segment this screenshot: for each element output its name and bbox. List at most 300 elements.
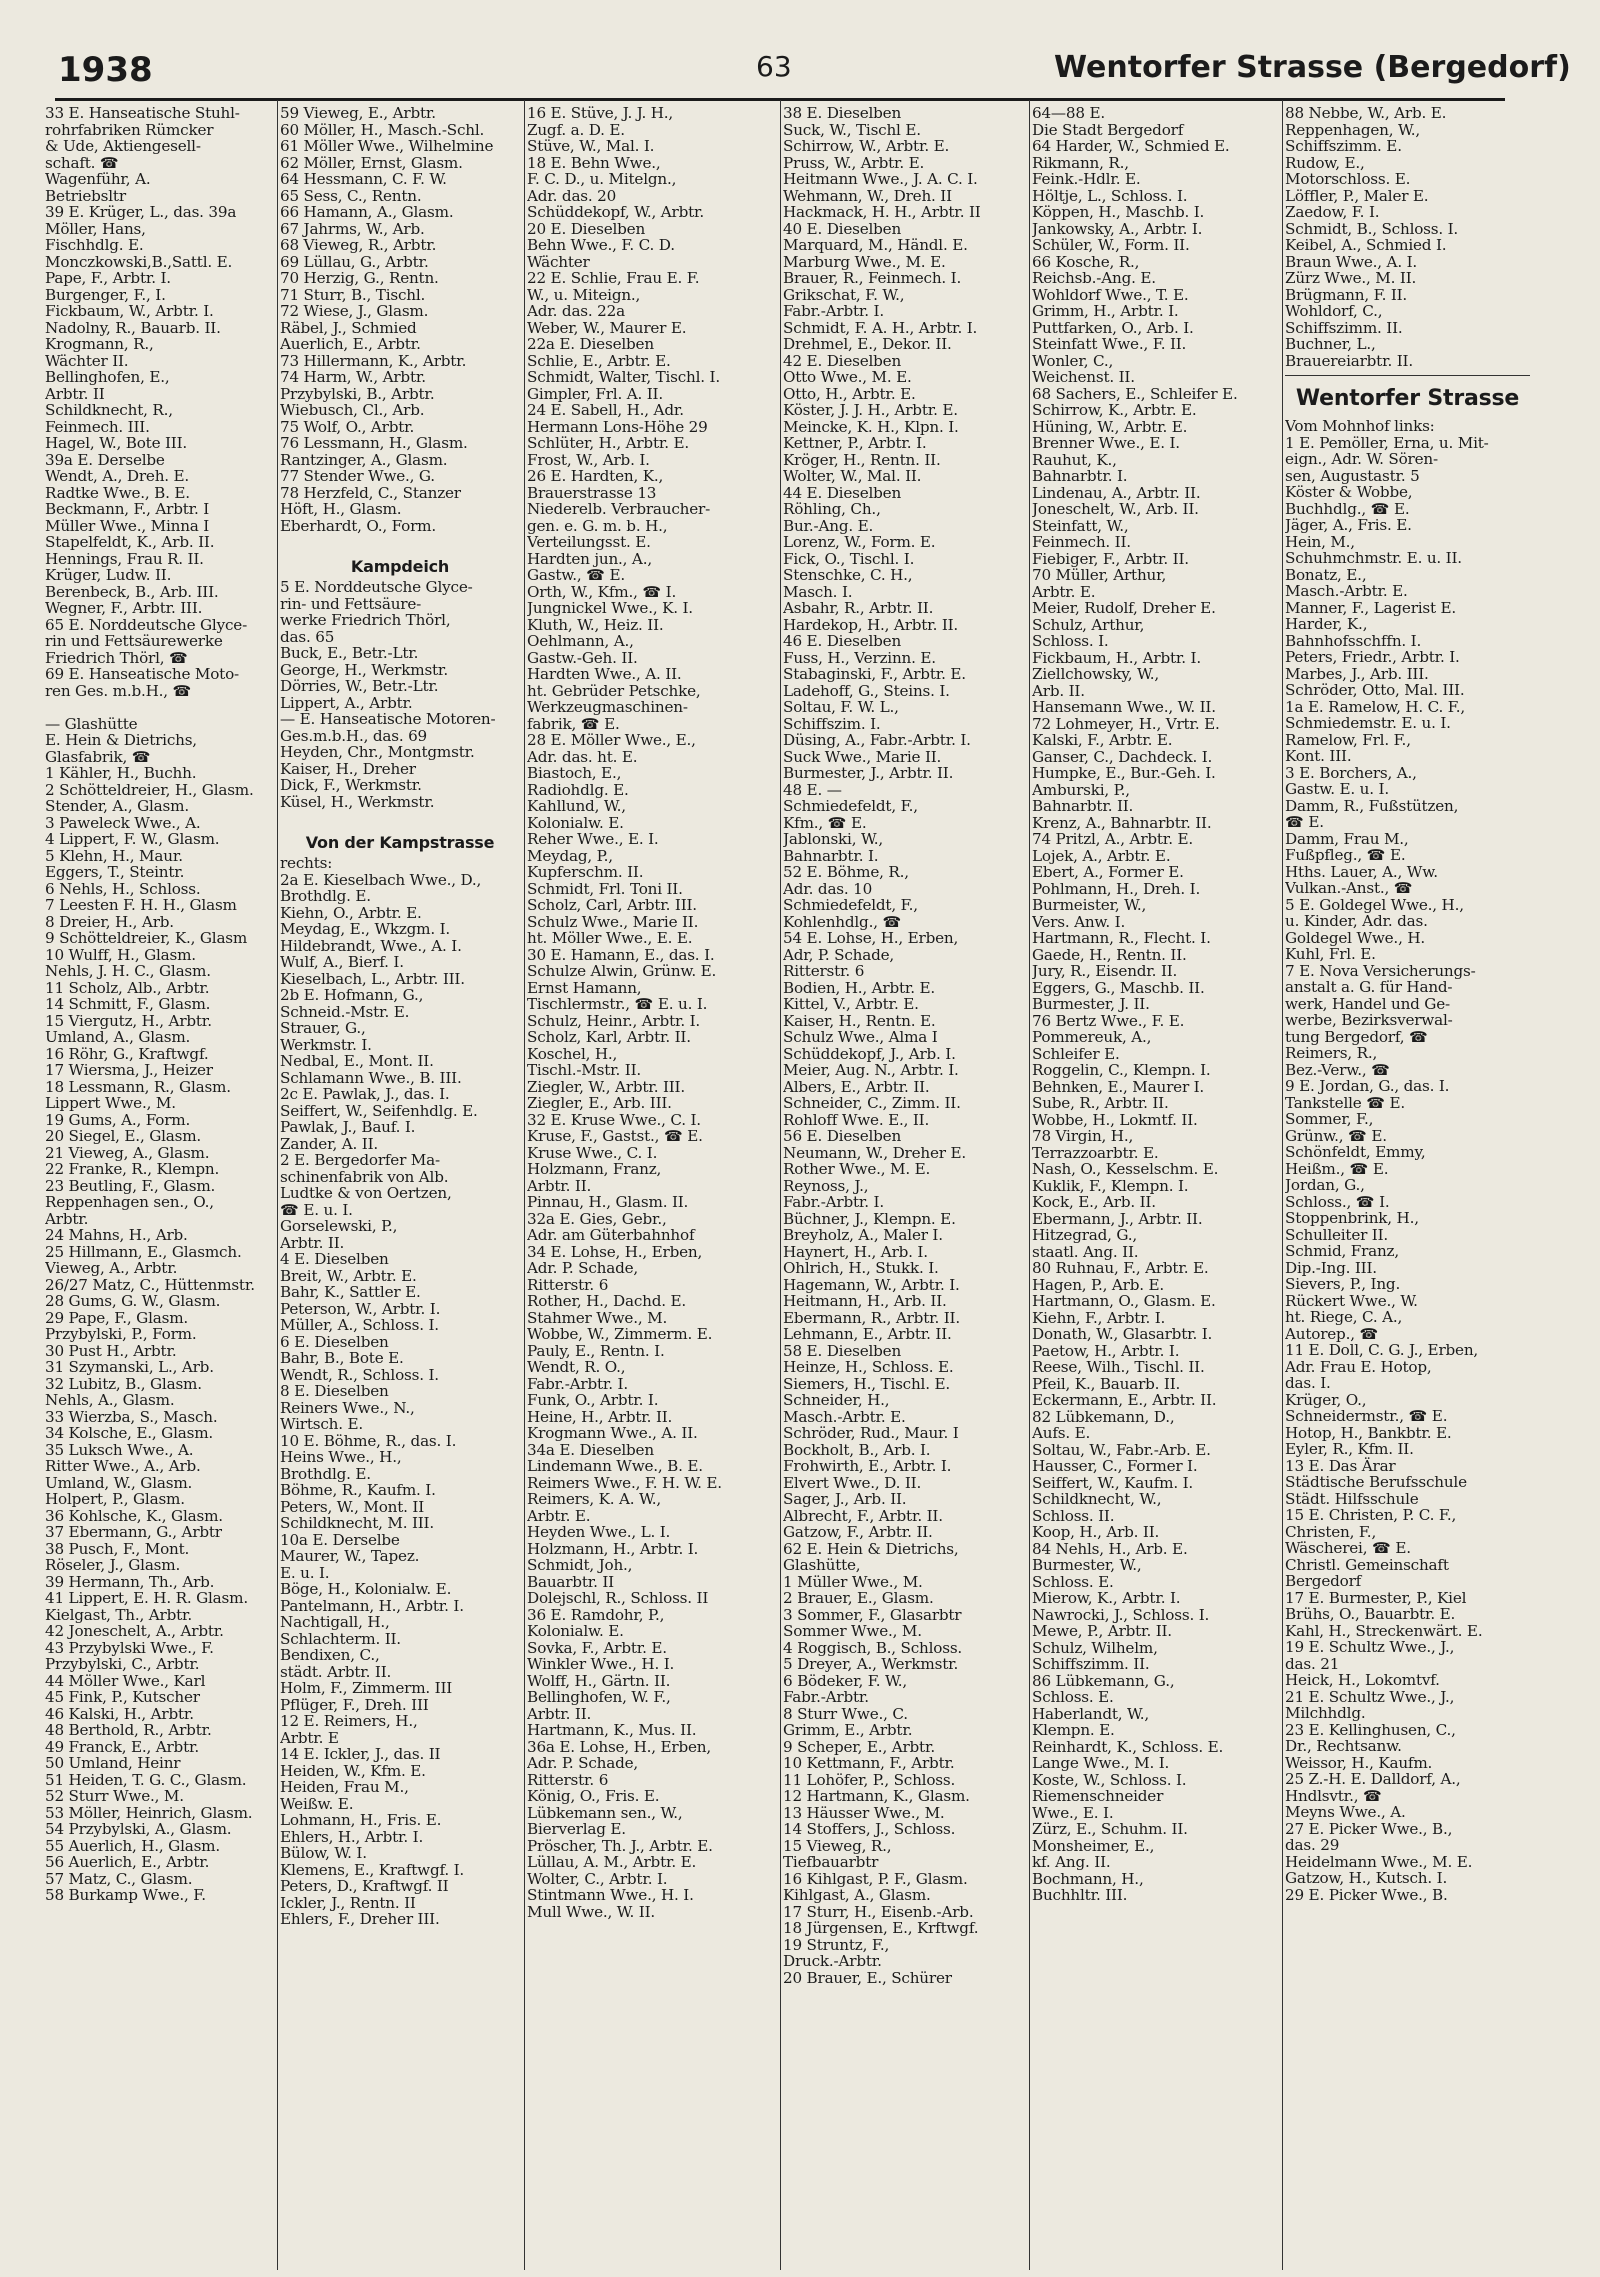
directory-entry-line: Christl. Gemeinschaft <box>1285 1555 1449 1574</box>
directory-entry-line: 24 E. Sabell, H., Adr. <box>527 401 684 419</box>
directory-entry-line: 6 E. Dieselben <box>280 1332 389 1351</box>
directory-entry-line: Gastw. E. u. I. <box>1285 780 1389 798</box>
column-divider <box>277 100 278 2270</box>
directory-entry-line: 67 Jahrms, W., Arb. <box>280 219 425 238</box>
directory-entry-line: Müller, A., Schloss. I. <box>280 1316 439 1334</box>
directory-entry-line: 14 E. Ickler, J., das. II <box>280 1745 441 1763</box>
directory-entry-line: Ehlers, F., Dreher III. <box>280 1910 440 1928</box>
directory-entry-line: 2a E. Kieselbach Wwe., D., <box>280 870 482 889</box>
directory-entry-line: Kfm., ☎ E. <box>783 813 867 832</box>
directory-entry-line: Schiffszimm. II. <box>1285 318 1403 337</box>
directory-column-1 <box>45 105 273 2270</box>
directory-entry-line: Ziegler, W., Arbtr. III. <box>527 1077 685 1096</box>
directory-entry-line: Mull Wwe., W. II. <box>527 1902 655 1921</box>
directory-entry-line: Wächter <box>527 252 590 271</box>
directory-entry-line: George, H., Werkmstr. <box>280 660 448 679</box>
directory-entry-line: Fick, O., Tischl. I. <box>783 549 915 568</box>
directory-entry-line: Vom Mohnhof links: <box>1285 417 1435 435</box>
directory-entry-line: Reppenhagen sen., O., <box>45 1193 214 1211</box>
directory-entry-line: Przybylski, C., Arbtr. <box>45 1655 200 1673</box>
directory-entry-line: 64 Hessmann, C. F. W. <box>280 170 447 188</box>
directory-entry-line: Schneid.-Mstr. E. <box>280 1002 410 1021</box>
directory-entry-line: 2c E. Pawlak, J., das. I. <box>280 1085 450 1103</box>
directory-entry-line: Radtke Wwe., B. E. <box>45 483 190 502</box>
directory-entry-line: Pröscher, Th. J., Arbtr. E. <box>527 1836 713 1855</box>
directory-entry-line: Feinmech. II. <box>1032 533 1131 551</box>
directory-entry-line: Burmester, W., <box>1032 1556 1142 1574</box>
directory-entry-line: Hansemann Wwe., W. II. <box>1032 698 1216 716</box>
directory-entry-line: Ebermann, J., Arbtr. II. <box>1032 1209 1203 1228</box>
directory-entry-line: Fuss, H., Verzinn. E. <box>783 648 936 667</box>
directory-entry-line: — Glashütte <box>45 714 138 733</box>
directory-entry-line: Bahnarbtr. I. <box>1032 467 1128 485</box>
directory-entry-line: Arbtr. E. <box>527 1506 591 1525</box>
directory-entry-line: Gastw.-Geh. II. <box>527 648 638 667</box>
directory-entry-line: Meydag, E., Wkzgm. I. <box>280 920 451 938</box>
directory-entry-line: Bahnarbtr. II. <box>1032 797 1134 815</box>
directory-entry-line: 59 Vieweg, E., Arbtr. <box>280 105 436 122</box>
directory-entry-line: Grimm, E., Arbtr. <box>783 1721 913 1739</box>
directory-entry-line: Peters, Friedr., Arbtr. I. <box>1285 648 1460 666</box>
directory-entry-line: Hennings, Frau R. II. <box>45 549 204 568</box>
directory-entry-line: Wäscherei, ☎ E. <box>1285 1539 1411 1557</box>
directory-entry-line: 78 Herzfeld, C., Stanzer <box>280 483 461 502</box>
directory-entry-line: 20 Siegel, E., Glasm. <box>45 1127 202 1145</box>
directory-entry-line: Gorselewski, P., <box>280 1217 398 1235</box>
directory-entry-line: 56 E. Dieselben <box>783 1127 902 1145</box>
directory-entry-line: Heitmann Wwe., J. A. C. I. <box>783 170 978 188</box>
directory-entry-line: Arbtr. II. <box>527 1176 592 1195</box>
directory-entry-line: 75 Wolf, O., Arbtr. <box>280 417 415 436</box>
column-divider <box>524 100 525 2270</box>
directory-entry-line: Düsing, A., Fabr.-Arbtr. I. <box>783 731 971 749</box>
directory-entry-line: Brenner Wwe., E. I. <box>1032 434 1180 452</box>
directory-entry-line: Schloss. E. <box>1032 1688 1114 1706</box>
directory-entry-line: Kolonialw. E. <box>527 813 624 832</box>
directory-entry-line: Glasfabrik, ☎ <box>45 747 151 766</box>
directory-entry-line: ht. Möller Wwe., E. E. <box>527 929 693 947</box>
directory-entry-line: Bahr, B., Bote E. <box>280 1349 404 1367</box>
directory-entry-line: Przybylski, P., Form. <box>45 1325 197 1343</box>
directory-entry-line: Soltau, W., Fabr.-Arb. E. <box>1032 1440 1211 1459</box>
directory-entry-line: 19 E. Schultz Wwe., J., <box>1285 1638 1455 1656</box>
directory-entry-line: Kahl, H., Streckenwärt. E. <box>1285 1621 1483 1640</box>
directory-entry-line: Heiden, W., Kfm. E. <box>280 1761 426 1780</box>
directory-entry-line: Hagel, W., Bote III. <box>45 434 188 452</box>
directory-entry-line: 26 E. Hardten, K., <box>527 467 664 485</box>
column-divider <box>1282 100 1283 2270</box>
directory-entry-line: Kalski, F., Arbtr. E. <box>1032 731 1173 749</box>
directory-entry-line: 9 Schötteldreier, K., Glasm <box>45 929 248 947</box>
directory-entry-line: Fabr.-Arbtr. I. <box>783 302 884 320</box>
directory-entry-line: Sube, R., Arbtr. II. <box>1032 1094 1169 1112</box>
directory-entry-line: Stüve, W., Mal. I. <box>527 137 655 155</box>
directory-entry-line: Tischlermstr., ☎ E. u. I. <box>527 995 708 1013</box>
directory-entry-line: Schröder, Otto, Mal. III. <box>1285 681 1465 699</box>
directory-entry-line: Schmidt, Frl. Toni II. <box>527 879 683 898</box>
directory-entry-line: Steinfatt Wwe., F. II. <box>1032 335 1187 353</box>
directory-entry-line: Köster & Wobbe, <box>1285 483 1413 501</box>
directory-entry-line: Stender, A., Glasm. <box>45 797 189 815</box>
directory-entry-line: Räbel, J., Schmied <box>280 318 417 337</box>
directory-entry-line: 20 Brauer, E., Schürer <box>783 1968 952 1987</box>
directory-entry-line: Reimers Wwe., F. H. W. E. <box>527 1473 722 1492</box>
directory-entry-line: Berenbeck, B., Arb. III. <box>45 582 219 601</box>
directory-entry-line: 64 Harder, W., Schmied E. <box>1032 137 1230 155</box>
directory-entry-line: Fickbaum, W., Arbtr. I. <box>45 302 214 320</box>
directory-entry-line: Haynert, H., Arb. I. <box>783 1242 928 1261</box>
directory-entry-line: Przybylski, B., Arbtr. <box>280 384 435 403</box>
directory-entry-line: 45 Fink, P., Kutscher <box>45 1688 200 1706</box>
directory-entry-line: 2 Brauer, E., Glasm. <box>783 1589 934 1607</box>
directory-entry-line: Ges.m.b.H., das. 69 <box>280 726 427 745</box>
directory-entry-line: Schloss. E. <box>1032 1572 1114 1591</box>
directory-entry-line: Reimers, K. A. W., <box>527 1490 662 1508</box>
directory-entry-line: Paetow, H., Arbtr. I. <box>1032 1341 1180 1360</box>
directory-entry-line: Wohldorf, C., <box>1285 302 1383 320</box>
directory-entry-line: 18 E. Behn Wwe., <box>527 153 661 172</box>
directory-entry-line: Milchhdlg. <box>1285 1704 1366 1722</box>
directory-entry-line: 49 Franck, E., Arbtr. <box>45 1737 199 1756</box>
directory-entry-line: 1a E. Ramelow, H. C. F., <box>1285 697 1466 716</box>
directory-entry-line: Arbtr. <box>45 1209 89 1228</box>
directory-entry-line: Masch.-Arbtr. E. <box>783 1407 906 1426</box>
directory-entry-line: Tischl.-Mstr. II. <box>527 1061 642 1079</box>
directory-entry-line: Betriebsltr <box>45 186 126 205</box>
directory-entry-line: 7 Leesten F. H. H., Glasm <box>45 896 237 914</box>
directory-entry-line: Küsel, H., Werkmstr. <box>280 792 435 811</box>
directory-entry-line: 76 Lessmann, H., Glasm. <box>280 434 468 452</box>
directory-entry-line: Koschel, H., <box>527 1044 618 1063</box>
directory-entry-line: 36a E. Lohse, H., Erben, <box>527 1737 711 1756</box>
directory-entry-line: Arbtr. E. <box>1032 582 1096 601</box>
directory-entry-line: 13 Häusser Wwe., M. <box>783 1803 945 1822</box>
page-number: 63 <box>756 50 792 83</box>
directory-entry-line: Adr. das. ht. E. <box>527 747 638 766</box>
directory-entry-line: Wiebusch, Cl., Arb. <box>280 401 425 419</box>
directory-entry-line: Verteilungsst. E. <box>527 533 651 551</box>
directory-entry-line: ☎ E. u. I. <box>280 1200 353 1219</box>
directory-entry-line: 51 Heiden, T. G. C., Glasm. <box>45 1770 247 1789</box>
directory-entry-line: Weichenst. II. <box>1032 368 1135 386</box>
directory-entry-line: Peters, W., Mont. II <box>280 1497 424 1516</box>
directory-entry-line: Damm, Frau M., <box>1285 829 1409 848</box>
directory-entry-line: Pfeil, K., Bauarb. II. <box>1032 1374 1181 1393</box>
directory-entry-line: Albers, E., Arbtr. II. <box>783 1077 930 1096</box>
directory-entry-line: Pinnau, H., Glasm. II. <box>527 1193 689 1211</box>
directory-entry-line: 42 Joneschelt, A., Arbtr. <box>45 1622 224 1640</box>
directory-entry-line: Marbes, J., Arb. III. <box>1285 664 1429 683</box>
directory-entry-line: 14 Stoffers, J., Schloss. <box>783 1820 956 1838</box>
directory-entry-line: Schmidt, Joh., <box>527 1556 633 1574</box>
directory-entry-line <box>280 534 520 551</box>
directory-entry-line: Otto, H., Arbtr. E. <box>783 384 916 403</box>
directory-entry-line: 6 Nehls, H., Schloss. <box>45 879 201 898</box>
directory-entry-line: Scholz, Carl, Arbtr. III. <box>527 896 697 914</box>
directory-entry-line: Schloss. I. <box>1032 632 1109 650</box>
directory-entry-line: 22 Franke, R., Klempn. <box>45 1160 220 1178</box>
directory-entry-line: Schmidt, B., Schloss. I. <box>1285 219 1459 238</box>
directory-entry-line: Schulz, Arthur, <box>1032 615 1145 634</box>
directory-entry-line <box>45 699 273 716</box>
directory-entry-line: Hildebrandt, Wwe., A. I. <box>280 936 462 955</box>
directory-entry-line: 4 Roggisch, B., Schloss. <box>783 1638 963 1657</box>
directory-entry-line: Köppen, H., Maschb. I. <box>1032 203 1205 221</box>
directory-entry-line: Jäger, A., Fris. E. <box>1285 516 1412 534</box>
directory-entry-line: Marburg Wwe., M. E. <box>783 252 946 271</box>
directory-entry-line: Grikschat, F. W., <box>783 285 905 304</box>
directory-entry-line: Schmidt, Walter, Tischl. I. <box>527 368 720 386</box>
directory-entry-line: Pauly, E., Rentn. I. <box>527 1341 665 1360</box>
directory-entry-line: Stabaginski, F., Arbtr. E. <box>783 665 966 683</box>
directory-entry-line: 19 Struntz, F., <box>783 1935 890 1954</box>
directory-entry-line: Schulz Wwe., Alma I <box>783 1028 938 1046</box>
directory-entry-line: 3 Sommer, F., Glasarbtr <box>783 1605 962 1624</box>
directory-entry-line: Druck.-Arbtr. <box>783 1952 882 1970</box>
directory-entry-line: Goldegel Wwe., H. <box>1285 928 1425 947</box>
directory-entry-line: Weißw. E. <box>280 1794 354 1813</box>
directory-entry-line: Rudow, E., <box>1285 153 1365 172</box>
directory-entry-line: Damm, R., Fußstützen, <box>1285 796 1459 815</box>
directory-entry-line: Schlamann Wwe., B. III. <box>280 1068 462 1087</box>
directory-entry-line: 48 Berthold, R., Arbtr. <box>45 1721 212 1739</box>
directory-entry-line: Jordan, G., <box>1285 1176 1365 1194</box>
column-divider <box>1029 100 1030 2270</box>
directory-entry-line: Schleifer E. <box>1032 1044 1120 1063</box>
directory-entry-line: Hardten jun., A., <box>527 549 652 568</box>
directory-entry-line: 2b E. Hofmann, G., <box>280 986 424 1004</box>
directory-entry-line: 8 Dreier, H., Arb. <box>45 912 174 931</box>
directory-entry-line: 15 Viergutz, H., Arbtr. <box>45 1011 212 1030</box>
directory-entry-line: Jankowsky, A., Arbtr. I. <box>1032 219 1203 238</box>
directory-entry-line: 8 Sturr Wwe., C. <box>783 1704 908 1723</box>
directory-entry-line: Hotop, H., Bankbtr. E. <box>1285 1423 1452 1442</box>
directory-entry-line: Schloss., ☎ I. <box>1285 1192 1390 1211</box>
directory-entry-line: 29 Pape, F., Glasm. <box>45 1308 189 1327</box>
directory-entry-line: Arbtr. II <box>45 384 105 403</box>
directory-entry-line: städt. Arbtr. II. <box>280 1662 392 1681</box>
directory-entry-line: eign., Adr. W. Sören- <box>1285 450 1438 468</box>
directory-entry-line: 68 Sachers, E., Schleifer E. <box>1032 384 1238 403</box>
directory-entry-line: Sievers, P., Ing. <box>1285 1275 1401 1293</box>
directory-entry-line: Kont. III. <box>1285 747 1352 765</box>
directory-entry-line: Bahnhofsschffn. I. <box>1285 631 1422 650</box>
directory-entry-line: Schirrow, K., Arbtr. E. <box>1032 401 1197 419</box>
directory-entry-line: Brothdlg. E. <box>280 1464 371 1483</box>
directory-entry-line: Hitzegrad, G., <box>1032 1226 1138 1244</box>
directory-entry-line: Soltau, F. W. L., <box>783 698 899 716</box>
directory-entry-line: Scholz, Karl, Arbtr. II. <box>527 1028 691 1046</box>
directory-entry-line: Schröder, Rud., Maur. I <box>783 1424 959 1442</box>
directory-entry-line: Ernst Hamann, <box>527 978 642 997</box>
directory-entry-line: Eberhardt, O., Form. <box>280 516 437 535</box>
directory-entry-line: Hths. Lauer, A., Ww. <box>1285 862 1438 881</box>
directory-entry-line: Schulleiter II. <box>1285 1225 1389 1244</box>
directory-entry-line: Ladehoff, G., Steins. I. <box>783 681 950 700</box>
directory-entry-line: Eyler, R., Kfm. II. <box>1285 1440 1414 1458</box>
directory-entry-line: Suck, W., Tischl E. <box>783 120 921 139</box>
directory-entry-line: Frost, W., Arb. I. <box>527 450 650 469</box>
directory-entry-line: Lindemann Wwe., B. E. <box>527 1457 703 1475</box>
directory-entry-line: Schildknecht, W., <box>1032 1490 1162 1508</box>
directory-entry-line: Gastw., ☎ E. <box>527 566 626 584</box>
directory-entry-line: Kruse Wwe., C. I. <box>527 1143 658 1162</box>
directory-entry-line: E. Hein & Dietrichs, <box>45 731 197 749</box>
directory-entry-line: 74 Pritzl, A., Arbtr. E. <box>1032 830 1193 848</box>
directory-entry-line: 17 E. Burmester, P., Kiel <box>1285 1588 1467 1607</box>
directory-entry-line: Stintmann Wwe., H. I. <box>527 1886 694 1904</box>
directory-entry-line: 23 E. Kellinghusen, C., <box>1285 1720 1456 1739</box>
directory-entry-line: 44 E. Dieselben <box>783 483 902 502</box>
directory-entry-line: 19 Gums, A., Form. <box>45 1110 191 1129</box>
directory-entry-line: Ohlrich, H., Stukk. I. <box>783 1259 939 1277</box>
section-rule <box>1285 375 1530 376</box>
directory-entry-line: Harder, K., <box>1285 615 1368 633</box>
directory-entry-line: Bergedorf <box>1285 1572 1362 1590</box>
directory-entry-line: 38 Pusch, F., Mont. <box>45 1539 190 1558</box>
directory-entry-line: Jungnickel Wwe., K. I. <box>527 599 693 617</box>
directory-entry-line: Burgenger, F., I. <box>45 285 166 304</box>
directory-entry-line: ren Ges. m.b.H., ☎ <box>45 681 192 700</box>
directory-entry-line: 6 Bödeker, F. W., <box>783 1671 907 1690</box>
directory-entry-line: 16 Kihlgast, P. F., Glasm. <box>783 1869 968 1888</box>
directory-entry-line: Masch. I. <box>783 582 853 601</box>
directory-entry-line: Fabr.-Arbtr. <box>783 1688 869 1706</box>
directory-entry-line: Bonatz, E., <box>1285 565 1367 584</box>
directory-entry-line: Mierow, K., Arbtr. I. <box>1032 1589 1181 1607</box>
directory-entry-line: 13 E. Das Ärar <box>1285 1456 1396 1475</box>
directory-entry-line: Köster, J. J. H., Arbtr. E. <box>783 401 958 419</box>
directory-entry-line: Lange Wwe., M. I. <box>1032 1754 1170 1772</box>
directory-entry-line: Wehmann, W., Dreh. II <box>783 186 952 205</box>
directory-entry-line: 69 Lüllau, G., Arbtr. <box>280 252 429 271</box>
directory-entry-line: Autorep., ☎ <box>1285 1324 1379 1343</box>
directory-entry-line: 11 Lohöfer, P., Schloss. <box>783 1770 956 1789</box>
directory-entry-line: Auerlich, E., Arbtr. <box>280 335 421 353</box>
directory-entry-line: ht. Riege, C. A., <box>1285 1308 1403 1326</box>
directory-entry-line: Schüddekopf, W., Arbtr. <box>527 203 705 221</box>
directory-entry-line: Klempn. E. <box>1032 1721 1115 1739</box>
directory-entry-line: 2 Schötteldreier, H., Glasm. <box>45 780 254 799</box>
directory-entry-line: 74 Harm, W., Arbtr. <box>280 368 426 386</box>
directory-entry-line: Dr., Rechtsanw. <box>1285 1737 1402 1755</box>
directory-entry-line: 18 Jürgensen, E., Krftwgf. <box>783 1919 979 1937</box>
directory-entry-line: Adr. Frau E. Hotop, <box>1285 1357 1432 1376</box>
directory-entry-line: Kruse, F., Gastst., ☎ E. <box>527 1127 703 1145</box>
directory-entry-line: werk, Handel und Ge- <box>1285 994 1450 1013</box>
directory-entry-line: 52 E. Böhme, R., <box>783 863 909 881</box>
directory-entry-line: 56 Auerlich, E., Arbtr. <box>45 1853 210 1871</box>
directory-entry-line: Weber, W., Maurer E. <box>527 318 687 337</box>
directory-entry-line: 46 E. Dieselben <box>783 632 902 650</box>
directory-entry-line: Lojek, A., Arbtr. E. <box>1032 846 1171 865</box>
directory-entry-line: Aufs. E. <box>1032 1424 1091 1442</box>
directory-entry-line: 39a E. Derselbe <box>45 450 165 469</box>
directory-entry-line: Schüddekopf, J., Arb. I. <box>783 1044 956 1063</box>
directory-entry-line: Christen, F., <box>1285 1522 1377 1541</box>
directory-entry-line: Wobbe, W., Zimmerm. E. <box>527 1325 713 1343</box>
directory-entry-line: Wegner, F., Arbtr. III. <box>45 599 203 617</box>
directory-entry-line: 9 Scheper, E., Arbtr. <box>783 1737 935 1756</box>
directory-entry-line: 25 Hillmann, E., Glasmch. <box>45 1242 242 1261</box>
directory-entry-line: Lippert, A., Arbtr. <box>280 693 413 712</box>
directory-entry-line: Nadolny, R., Bauarb. II. <box>45 318 221 337</box>
directory-entry-line: Lübkemann sen., W., <box>527 1803 683 1822</box>
directory-entry-line: Burmester, J. II. <box>1032 995 1150 1013</box>
directory-entry-line: Ebermann, R., Arbtr. II. <box>783 1308 960 1327</box>
directory-entry-line: Schulz Wwe., Marie II. <box>527 912 699 931</box>
directory-entry-line: Brühs, O., Bauarbtr. E. <box>1285 1605 1456 1623</box>
directory-entry-line: Heins Wwe., H., <box>280 1448 402 1466</box>
directory-entry-line: 26/27 Matz, C., Hüttenmstr. <box>45 1275 255 1294</box>
directory-entry-line: 4 Lippert, F. W., Glasm. <box>45 830 220 848</box>
directory-entry-line: Hartmann, O., Glasm. E. <box>1032 1292 1216 1310</box>
directory-entry-line: Höft, H., Glasm. <box>280 500 402 518</box>
directory-entry-line: Holpert, P., Glasm. <box>45 1490 185 1508</box>
directory-entry-line: Buck, E., Betr.-Ltr. <box>280 644 419 662</box>
directory-column-2 <box>280 105 520 2270</box>
directory-entry-line: 33 Wierzba, S., Masch. <box>45 1407 218 1426</box>
directory-entry-line: Masch.-Arbtr. E. <box>1285 582 1408 600</box>
directory-entry-line: Kihlgast, A., Glasm. <box>783 1886 931 1904</box>
directory-entry-line: Schneidermstr., ☎ E. <box>1285 1407 1448 1425</box>
directory-entry-line: Hagen, P., Arb. E. <box>1032 1275 1164 1294</box>
directory-entry-line: 34 Kolsche, E., Glasm. <box>45 1424 214 1442</box>
directory-entry-line: Vieweg, A., Arbtr. <box>45 1259 178 1277</box>
directory-entry-line: Fußpfleg., ☎ E. <box>1285 846 1406 864</box>
directory-entry-line: Lüllau, A. M., Arbtr. E. <box>527 1853 697 1871</box>
directory-entry-line: schinenfabrik von Alb. <box>280 1167 449 1186</box>
directory-entry-line: Schneider, H., <box>783 1391 890 1409</box>
directory-entry-line: Glashütte, <box>783 1556 861 1574</box>
directory-entry-line: Bendixen, C., <box>280 1646 380 1664</box>
directory-entry-line: 1 Müller Wwe., M. <box>783 1572 923 1591</box>
directory-entry-line: Schlie, E., Arbtr. E. <box>527 351 671 370</box>
directory-entry-line: Riemenschneider <box>1032 1787 1164 1805</box>
directory-entry-line: Breit, W., Arbtr. E. <box>280 1266 417 1285</box>
directory-entry-line: Krüger, O., <box>1285 1390 1367 1409</box>
directory-entry-line: Nash, O., Kesselschm. E. <box>1032 1160 1219 1178</box>
directory-entry-line: Tiefbauarbtr <box>783 1853 879 1871</box>
directory-entry-line: Jury, R., Eisendr. II. <box>1032 962 1178 980</box>
directory-entry-line: Zander, A. II. <box>280 1134 378 1153</box>
directory-entry-line: 64—88 E. <box>1032 105 1105 122</box>
directory-entry-line: Feinmech. III. <box>45 417 150 436</box>
directory-entry-line: 5 Dreyer, A., Werkmstr. <box>783 1655 959 1673</box>
directory-entry-line: Wendt, R. O., <box>527 1358 626 1376</box>
directory-entry-line: 58 E. Dieselben <box>783 1341 902 1360</box>
directory-entry-line: 16 E. Stüve, J. J. H., <box>527 105 674 122</box>
directory-entry-line: Schüler, W., Form. II. <box>1032 236 1190 254</box>
directory-entry-line: Bülow, W. I. <box>280 1844 367 1862</box>
directory-entry-line: staatl. Ang. II. <box>1032 1242 1139 1261</box>
directory-entry-line: Neumann, W., Dreher E. <box>783 1143 966 1162</box>
directory-entry-line: ht. Gebrüder Petschke, <box>527 681 701 700</box>
directory-entry-line: Roggelin, C., Klempn. I. <box>1032 1061 1211 1079</box>
directory-entry-line <box>280 810 520 827</box>
directory-entry-line: Arbtr. II. <box>280 1233 345 1252</box>
section-subheading: Von der Kampstrasse <box>305 832 495 852</box>
directory-entry-line: 10a E. Derselbe <box>280 1530 400 1549</box>
directory-entry-line: Marquard, M., Händl. E. <box>783 236 968 254</box>
directory-entry-line: 40 E. Dieselben <box>783 219 902 238</box>
directory-entry-line: 17 Sturr, H., Eisenb.-Arb. <box>783 1902 974 1921</box>
directory-entry-line: 60 Möller, H., Masch.-Schl. <box>280 120 485 139</box>
directory-entry-line: Eggers, G., Maschb. II. <box>1032 978 1205 997</box>
directory-entry-line: Städt. Hilfsschule <box>1285 1489 1419 1508</box>
directory-entry-line: Brauereiarbtr. II. <box>1285 351 1413 370</box>
directory-entry-line: Biastoch, E., <box>527 764 622 782</box>
